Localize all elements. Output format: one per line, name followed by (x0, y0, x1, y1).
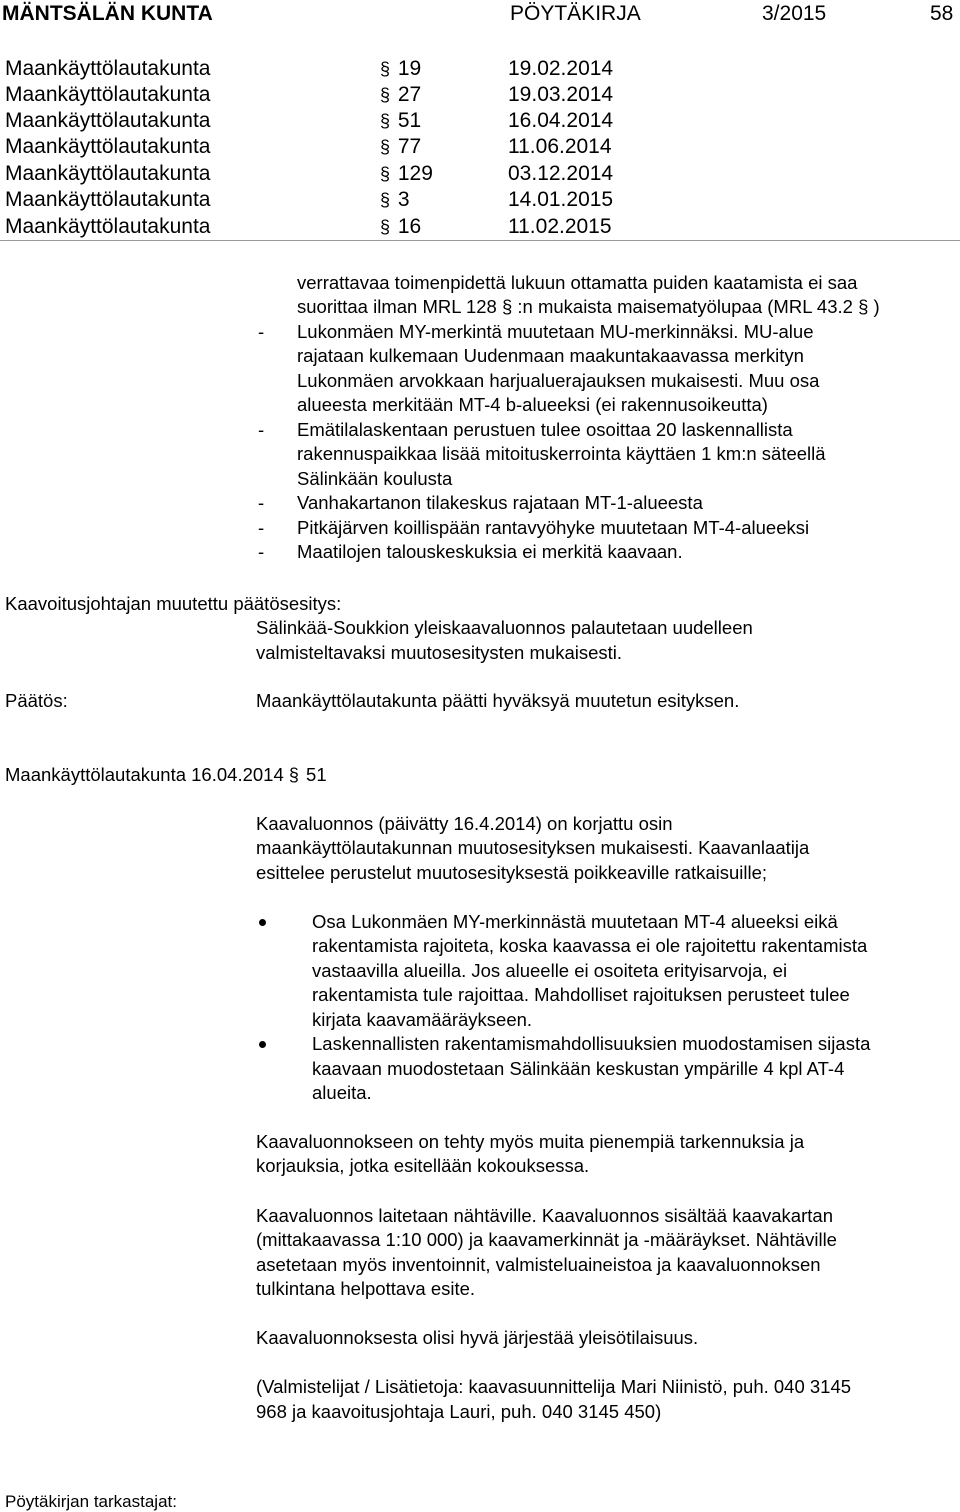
section-sign: § (380, 137, 391, 157)
list-dash: - (258, 419, 265, 440)
proposal-text: Sälinkää-Soukkion yleiskaavaluonnos palautetaan uudelleen (256, 617, 753, 638)
history-number: 77 (397, 135, 422, 158)
bullet-line: vastaavilla alueilla. Jos alueelle ei osoiteta erityisarvoja, ei (312, 960, 788, 981)
history-section (380, 136, 421, 157)
bullet-line: kirjata kaavamääräykseen. (312, 1009, 533, 1030)
list-line: Emätilalaskentaan perustuen tulee osoittaa 20 laskennallista (297, 419, 793, 440)
paragraph-line: Kaavaluonnos laitetaan nähtäville. Kaavaluonnos sisältää kaavakartan (256, 1205, 833, 1226)
bullet-icon (259, 919, 266, 926)
proposal-label: Kaavoitusjohtajan muutettu päätösesitys: (5, 593, 342, 614)
history-section (380, 216, 421, 237)
paragraph-line: asetetaan myös inventoinnit, valmisteluaineistoa ja kaavaluonnoksen (256, 1254, 821, 1275)
section-sign: § (380, 190, 391, 210)
paragraph-line: (Valmistelijat / Lisätietoja: kaavasuunnittelija Mari Niinistö, puh. 040 3145 (256, 1376, 852, 1397)
section-sign: § (380, 111, 391, 131)
meeting-heading (5, 766, 327, 785)
history-body: Maankäyttölautakunta (5, 162, 211, 185)
list-line: rajataan kulkemaan Uudenmaan maakuntakaavassa merkityn (297, 345, 804, 366)
section-sign: § (380, 85, 391, 105)
header-divider (0, 240, 960, 241)
history-date: 14.01.2015 (508, 188, 614, 211)
list-dash: - (258, 541, 265, 562)
history-section (380, 163, 433, 184)
paragraph-line: Kaavaluonnoksesta olisi hyvä järjestää yleisötilaisuus. (256, 1327, 699, 1348)
history-body: Maankäyttölautakunta (5, 57, 211, 80)
history-section (380, 58, 421, 79)
bullet-line: alueita. (312, 1082, 372, 1103)
list-line: suorittaa ilman MRL 128 § :n mukaista maisematyölupaa (MRL 43.2 § ) (297, 296, 880, 317)
list-dash: - (258, 517, 265, 538)
list-line: Pitkäjärven koillispään rantavyöhyke muutetaan MT-4-alueeksi (297, 517, 810, 538)
history-section (380, 84, 421, 105)
intro-line: maankäyttölautakunnan muutosesityksen mukaisesti. Kaavanlaatija (256, 837, 810, 858)
paragraph-line: Kaavaluonnokseen on tehty myös muita pienempiä tarkennuksia ja (256, 1131, 805, 1152)
history-number: 129 (397, 162, 433, 185)
history-date: 19.02.2014 (508, 57, 614, 80)
decision-text: Maankäyttölautakunta päätti hyväksyä muutetun esityksen. (256, 690, 740, 711)
history-section (380, 189, 410, 210)
history-section (380, 110, 421, 131)
list-line: Lukonmäen MY-merkintä muutetaan MU-merkinnäksi. MU-alue (297, 321, 814, 342)
history-date: 11.02.2015 (508, 215, 612, 238)
history-date: 11.06.2014 (508, 135, 612, 158)
municipality-name: MÄNTSÄLÄN KUNTA (2, 2, 213, 25)
footer-label: Pöytäkirjan tarkastajat: (5, 1492, 177, 1511)
list-line: Sälinkään koulusta (297, 468, 453, 489)
section-sign: § (380, 164, 391, 184)
page-number: 58 (930, 2, 954, 25)
decision-label: Päätös: (5, 690, 68, 711)
history-body: Maankäyttölautakunta (5, 83, 211, 106)
paragraph-line: tulkintana helpottava esite. (256, 1278, 476, 1299)
meeting-body: Maankäyttölautakunta 16.04.2014 (5, 764, 284, 785)
history-body: Maankäyttölautakunta (5, 215, 211, 238)
list-line: verrattavaa toimenpidettä lukuun ottamatta puiden kaatamista ei saa (297, 272, 858, 293)
list-dash: - (258, 492, 265, 513)
document-type: PÖYTÄKIRJA (510, 2, 641, 25)
bullet-icon (259, 1041, 266, 1048)
paragraph-line: (mittakaavassa 1:10 000) ja kaavamerkinnät ja -määräykset. Nähtäville (256, 1229, 837, 1250)
history-date: 16.04.2014 (508, 109, 614, 132)
history-body: Maankäyttölautakunta (5, 188, 211, 211)
list-line: Lukonmäen arvokkaan harjualuerajauksen mukaisesti. Muu osa (297, 370, 820, 391)
history-date: 03.12.2014 (508, 162, 614, 185)
section-sign: § (288, 765, 299, 785)
bullet-line: kaavaan muodostetaan Sälinkään keskustan ympärille 4 kpl AT-4 (312, 1058, 845, 1079)
history-date: 19.03.2014 (508, 83, 614, 106)
history-number: 27 (397, 83, 422, 106)
history-number: 19 (397, 57, 422, 80)
list-line: rakennuspaikkaa lisää mitoituskerrointa käyttäen 1 km:n säteellä (297, 443, 826, 464)
list-dash: - (258, 321, 265, 342)
history-body: Maankäyttölautakunta (5, 135, 211, 158)
history-number: 3 (397, 188, 410, 211)
section-sign: § (380, 59, 391, 79)
history-body: Maankäyttölautakunta (5, 109, 211, 132)
paragraph-line: korjauksia, jotka esitellään kokouksessa. (256, 1155, 590, 1176)
history-number: 16 (397, 215, 422, 238)
meeting-number: 51 (306, 764, 327, 785)
list-line: alueesta merkitään MT-4 b-alueeksi (ei rakennusoikeutta) (297, 394, 768, 415)
bullet-line: Osa Lukonmäen MY-merkinnästä muutetaan MT-4 alueeksi eikä (312, 911, 838, 932)
bullet-line: Laskennallisten rakentamismahdollisuuksien muodostamisen sijasta (312, 1033, 871, 1054)
paragraph-line: 968 ja kaavoitusjohtaja Lauri, puh. 040 3145 450) (256, 1401, 662, 1422)
bullet-line: rakentamista tule rajoittaa. Mahdolliset rajoituksen perusteet tulee (312, 984, 850, 1005)
document-number: 3/2015 (762, 2, 827, 25)
intro-line: Kaavaluonnos (päivätty 16.4.2014) on korjattu osin (256, 813, 673, 834)
list-line: Maatilojen talouskeskuksia ei merkitä kaavaan. (297, 541, 683, 562)
intro-line: esittelee perustelut muutosesityksestä poikkeaville ratkaisuille; (256, 862, 768, 883)
bullet-line: rakentamista rajoiteta, koska kaavassa ei ole rajoitettu rakentamista (312, 935, 868, 956)
section-sign: § (380, 217, 391, 237)
list-line: Vanhakartanon tilakeskus rajataan MT-1-alueesta (297, 492, 703, 513)
proposal-text: valmisteltavaksi muutosesitysten mukaisesti. (256, 642, 623, 663)
history-number: 51 (397, 109, 422, 132)
